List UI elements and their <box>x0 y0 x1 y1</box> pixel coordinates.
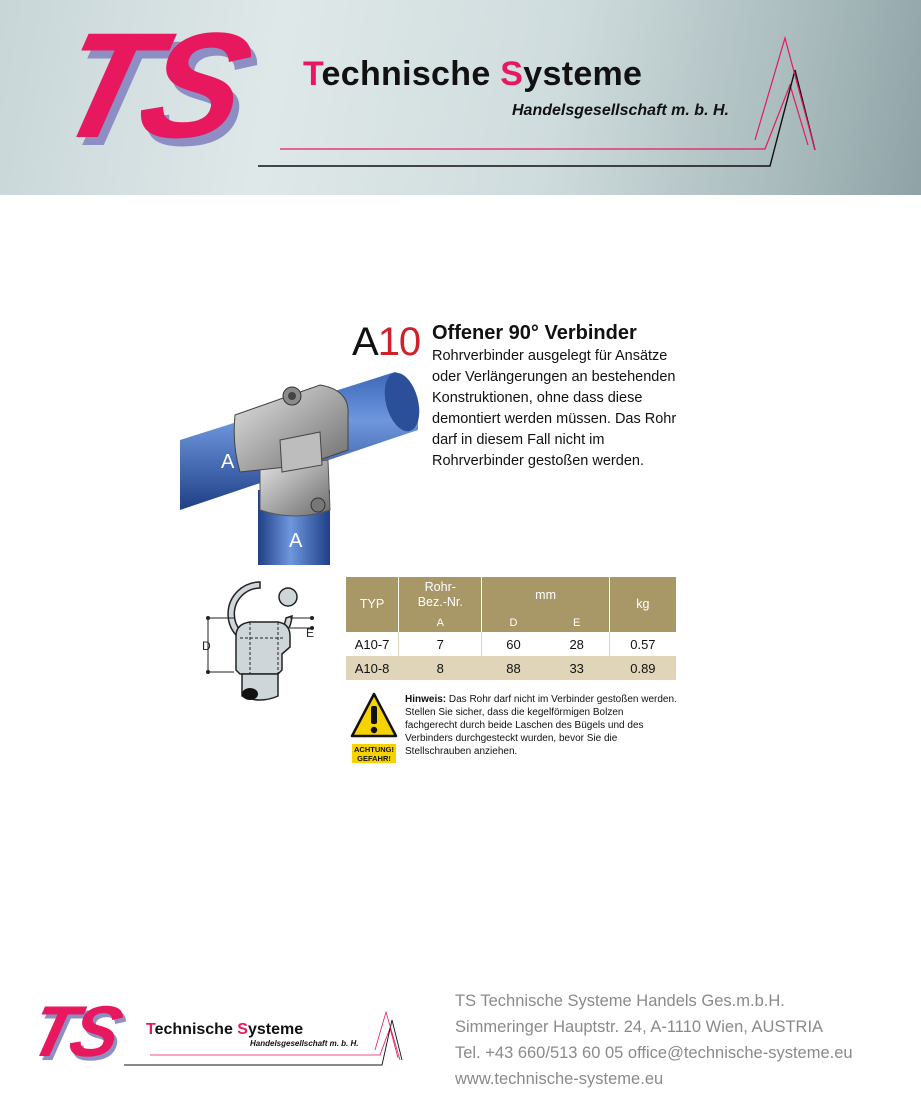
subcol-d: D <box>482 613 545 632</box>
cell-d: 60 <box>506 636 521 652</box>
col-kg: kg <box>609 577 676 632</box>
col-typ: TYP <box>346 577 399 632</box>
warning-text <box>405 693 677 758</box>
product-code <box>352 322 420 362</box>
company-name-part2: ysteme <box>523 55 643 93</box>
cell-kg: 0.57 <box>630 636 656 652</box>
subcol-e: E <box>545 613 610 632</box>
cell-d: 88 <box>482 656 545 680</box>
product-description: Rohrverbinder ausgelegt für Ansätze oder Verlängerungen an bestehenden Konstruktionen, ohne dass diese demontiert werden müssen. Das Rohr darf in diesem Fall nicht im Rohrverbinder gestoßen werden. <box>432 348 677 469</box>
warning-badge-line1: ACHTUNG! <box>354 745 394 754</box>
header-banner <box>0 0 921 195</box>
cell-a: 8 <box>399 656 482 680</box>
cell-e: 33 <box>545 656 610 680</box>
cell-a: 7 <box>399 632 482 656</box>
company-name-part1: echnische <box>321 55 501 93</box>
col-rohr-label: Rohr-Bez.-Nr. <box>417 580 463 609</box>
cell-e: 28 <box>545 632 610 656</box>
cell-typ: A10-7 <box>346 632 399 656</box>
col-rohr <box>399 577 482 613</box>
company-name <box>303 55 642 94</box>
contact-phone-email[interactable]: Tel. +43 660/513 60 05 office@technische-systeme.eu <box>455 1044 853 1062</box>
company-name-letter-t: T <box>303 55 322 93</box>
photo-label-bottom: A <box>289 530 303 552</box>
dimension-label-e: E <box>306 626 315 640</box>
footer-contact <box>455 988 853 1092</box>
col-mm: mm <box>482 577 609 613</box>
company-name-letter-s: S <box>500 55 524 93</box>
product-code-prefix: A <box>352 320 378 364</box>
contact-company: TS Technische Systeme Handels Ges.m.b.H. <box>455 992 785 1010</box>
contact-website-link[interactable]: www.technische-systeme.eu <box>455 1070 664 1088</box>
product-code-number: 10 <box>377 320 421 364</box>
company-subtitle: Handelsgesellschaft m. b. H. <box>512 102 729 119</box>
contact-address: Simmeringer Hauptstr. 24, A-1110 Wien, AUSTRIA <box>455 1018 824 1036</box>
footer-company-subtitle: Handelsgesellschaft m. b. H. <box>250 1039 359 1048</box>
dimension-drawing <box>198 572 323 704</box>
photo-label-top: A <box>221 451 235 473</box>
footer-letter-s: S <box>237 1021 248 1038</box>
table-row <box>346 632 676 656</box>
cell-typ: A10-8 <box>346 656 399 680</box>
table-header-row <box>346 577 676 613</box>
ts-logo: TS <box>41 1 259 169</box>
dimension-label-d: D <box>202 639 211 653</box>
product-title: Offener 90° Verbinder <box>432 322 637 344</box>
footer-name-part2: ysteme <box>247 1021 304 1038</box>
table-row <box>346 656 676 680</box>
subcol-a: A <box>399 613 482 632</box>
footer-name-part1: echnische <box>154 1021 238 1038</box>
warning-label: Hinweis: <box>405 694 447 705</box>
spec-table <box>346 577 676 680</box>
footer-letter-t: T <box>146 1021 155 1038</box>
footer-company-name <box>146 1021 303 1039</box>
warning-body: Das Rohr darf nicht im Verbinder gestoßen werden. Stellen Sie sicher, dass die kegelförmigen Bolzen fachgerecht durch beide Laschen des Bügels und des Verbinders durchgesteckt wurden, bevor Sie die Stellschrauben anziehen. <box>405 694 677 757</box>
cell-kg: 0.89 <box>609 656 676 680</box>
warning-icon <box>350 692 398 764</box>
footer-ts-logo: TS <box>22 992 126 1072</box>
warning-badge-line2: GEFAHR! <box>357 754 391 763</box>
